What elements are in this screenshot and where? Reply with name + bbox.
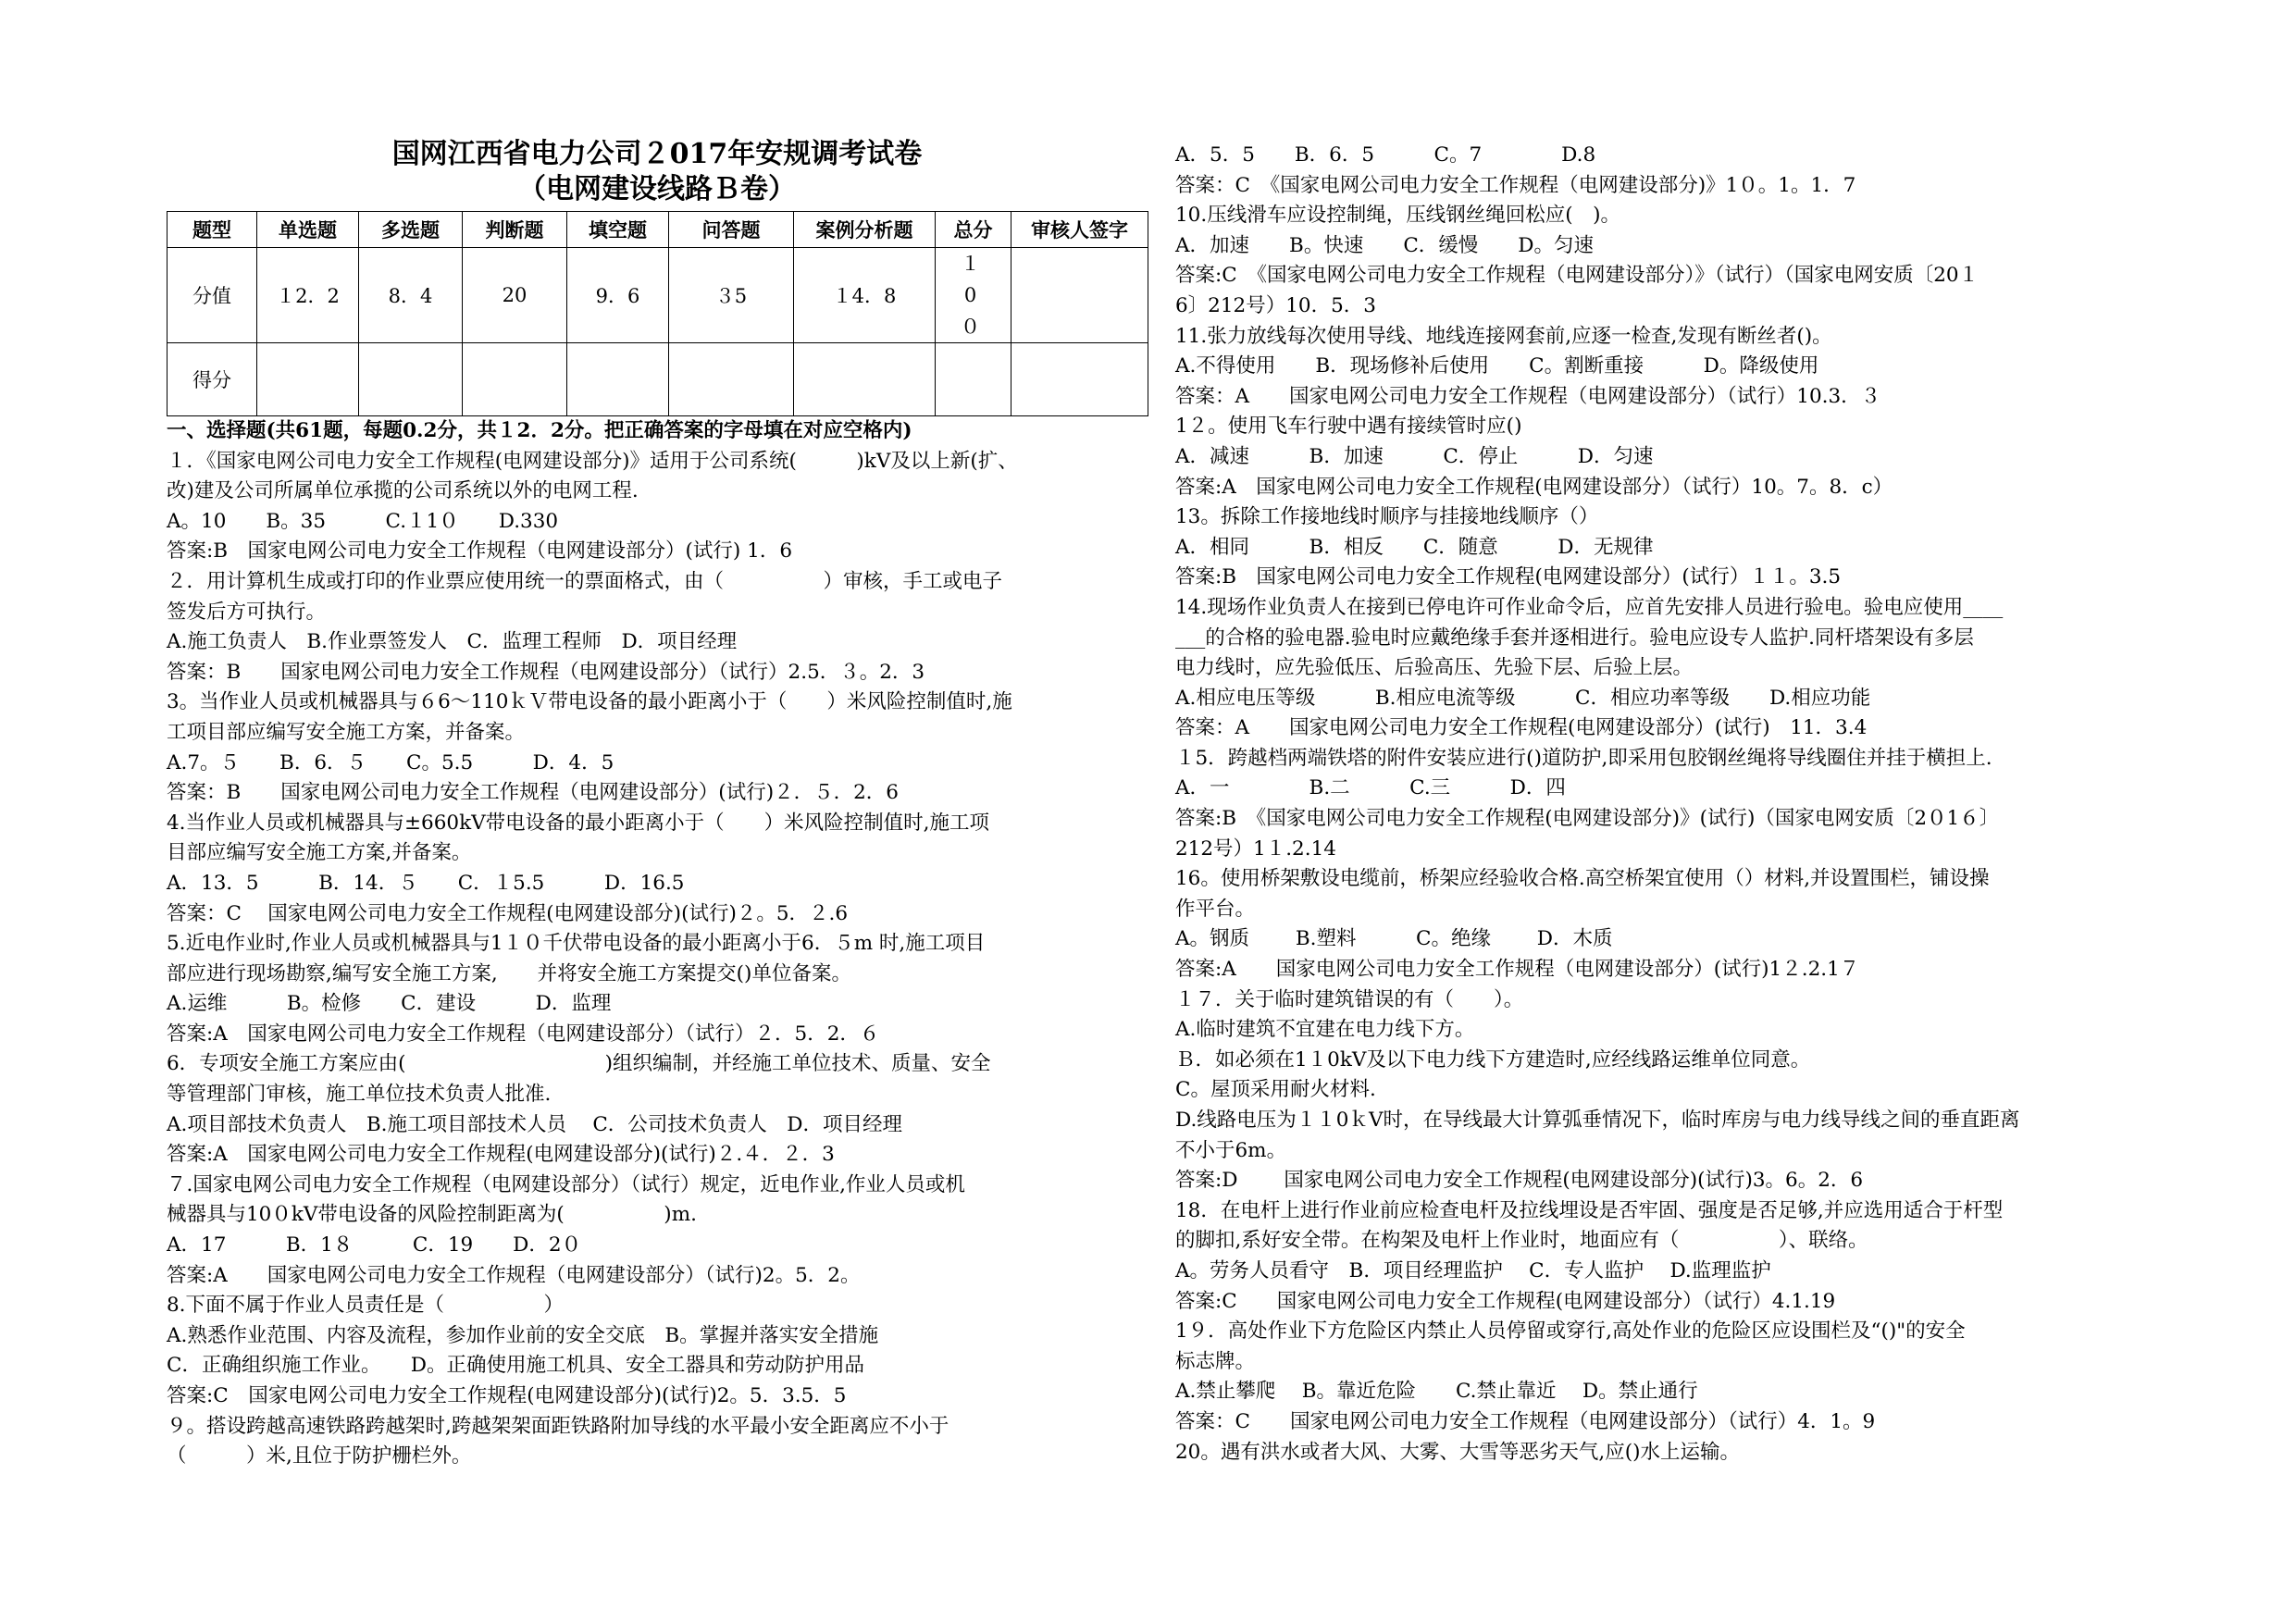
text-line: 8.下面不属于作业人员责任是（ ） — [167, 1294, 565, 1318]
header-cell: 填空题 — [567, 212, 669, 248]
text-line: 212号）1１.2.14 — [1175, 836, 1336, 861]
got-cell[interactable] — [463, 343, 567, 416]
text-line: 1２。使用飞车行驶中遇有接续管时应() — [1175, 415, 1522, 439]
text-line: A．17 B．1８ C．19 D．2０ — [167, 1233, 582, 1258]
left-column — [167, 137, 1148, 1472]
header-cell: 审核人签字 — [1011, 212, 1148, 248]
section-heading: 一、选择题(共61题，每题0.2分，共１2．2分。把正确答案的字母填在对应空格内) — [167, 419, 912, 442]
text-line: 14.现场作业负责人在接到已停电许可作业命令后，应首先安排人员进行验电。验电应使用____ — [1175, 595, 2004, 619]
text-line: 答案：B 国家电网公司电力安全工作规程（电网建设部分）（试行）2.5．３。2．3 — [167, 660, 925, 684]
text-line: 答案：A 国家电网公司电力安全工作规程(电网建设部分）(试行) 11．3.4 — [1175, 716, 1868, 740]
got-cell[interactable] — [936, 343, 1011, 416]
header-cell: 多选题 — [359, 212, 463, 248]
text-line: 4.当作业人员或机械器具与±660kV带电设备的最小距离小于（ ）米风险控制值时,施工项 — [167, 811, 989, 835]
text-line: 11.张力放线每次使用导线、地线连接网套前,应逐一检查,发现有断丝者()。 — [1175, 324, 1832, 348]
text-line: １5．跨越档两端铁塔的附件安装应进行()道防护,即采用包胶钢丝绳将导线圈住并挂于横担上. — [1175, 746, 1992, 770]
text-line: 答案:A 国家电网公司电力安全工作规程(电网建设部分）（试行）10。7。8．c） — [1175, 475, 1893, 499]
text-line: 答案：C 《国家电网公司电力安全工作规程（电网建设部分)》1０。1。1．7 — [1175, 173, 1856, 197]
page-title: 国网江西省电力公司２017年安规调考试卷 — [391, 138, 923, 170]
text-line: 答案：A 国家电网公司电力安全工作规程（电网建设部分）（试行）10.3．３ — [1175, 384, 1881, 408]
score-got-row — [168, 343, 1148, 416]
text-line: 答案：C 国家电网公司电力安全工作规程（电网建设部分）（试行）4．1。9 — [1175, 1409, 1876, 1433]
score-table-header-row — [168, 212, 1148, 248]
text-line: 不小于6m。 — [1175, 1138, 1287, 1162]
text-line: 目部应编写安全施工方案,并备案。 — [167, 841, 472, 865]
text-line: 答案:A 国家电网公司电力安全工作规程(电网建设部分)(试行)２.４．２．3 — [167, 1143, 835, 1167]
text-line: 10.压线滑车应设控制绳，压线钢丝绳回松应( )。 — [1175, 204, 1620, 228]
text-line: A．加速 B。快速 C．缓慢 D。匀速 — [1175, 233, 1595, 257]
text-line: A。钢质 B.塑料 C。绝缘 D．木质 — [1175, 927, 1613, 951]
text-line: 13。拆除工作接地线时顺序与挂接地线顺序（） — [1175, 505, 1599, 529]
text-line: 答案:C 《国家电网公司电力安全工作规程（电网建设部分）》（试行）（国家电网安质〔20１ — [1175, 264, 1980, 288]
text-line: 答案:B 国家电网公司电力安全工作规程（电网建设部分）(试行) 1．6 — [167, 539, 793, 564]
text-line: 6〕212号）10．5．3 — [1175, 293, 1376, 317]
text-line: 答案:D 国家电网公司电力安全工作规程(电网建设部分)(试行)3。6。2．6 — [1175, 1169, 1864, 1193]
text-line: １７．关于临时建筑错误的有（ ）。 — [1175, 987, 1524, 1011]
right-question-text — [1175, 141, 2142, 1468]
text-line: A。劳务人员看守 B．项目经理监护 C．专人监护 D.监理监护 — [1175, 1258, 1771, 1282]
text-line: A.运维 B。检修 C．建设 D．监理 — [167, 992, 612, 1016]
reviewer-signature-cell[interactable] — [1011, 248, 1148, 343]
text-line: （ ）米,且位于防护栅栏外。 — [167, 1444, 472, 1468]
got-cell[interactable] — [1011, 343, 1148, 416]
header-cell: 判断题 — [463, 212, 567, 248]
text-line: 6．专项安全施工方案应由( )组织编制，并经施工单位技术、质量、安全 — [167, 1052, 991, 1076]
text-line: 18．在电杆上进行作业前应检查电杆及拉线埋设是否牢固、强度是否足够,并应选用适合于杆型 — [1175, 1198, 2004, 1222]
text-line: 改)建及公司所属单位承揽的公司系统以外的电网工程. — [167, 479, 639, 503]
text-line: 答案:C 国家电网公司电力安全工作规程(电网建设部分)(试行)2。5．3.5．5 — [167, 1384, 847, 1407]
score-cell: １2．2 — [257, 248, 359, 343]
score-cell: １4．8 — [794, 248, 936, 343]
got-cell[interactable] — [669, 343, 794, 416]
text-line: 答案:C 国家电网公司电力安全工作规程(电网建设部分）（试行）4.1.19 — [1175, 1289, 1836, 1313]
text-line: 20。遇有洪水或者大风、大雾、大雪等恶劣天气,应()水上运输。 — [1175, 1440, 1740, 1464]
text-line: A。10 B。35 C.１1０ D.330 — [167, 509, 559, 533]
got-cell[interactable] — [567, 343, 669, 416]
left-question-text — [167, 416, 1148, 1472]
text-line: 工项目部应编写安全施工方案，并备案。 — [167, 720, 526, 744]
text-line: 5.近电作业时,作业人员或机械器具与1１０千伏带电设备的最小距离小于6．５m 时,施工项目 — [167, 932, 986, 956]
text-line: C。屋顶采用耐火材料. — [1175, 1078, 1376, 1102]
text-line: A.7。５ B．6．５ C。5.5 D．4．5 — [167, 750, 614, 774]
score-value-row — [168, 248, 1148, 343]
header-cell: 单选题 — [257, 212, 359, 248]
header-cell: 总分 — [936, 212, 1011, 248]
text-line: C．正确组织施工作业。 D。正确使用施工机具、安全工器具和劳动防护用品 — [167, 1354, 864, 1378]
right-column — [1175, 141, 2142, 1468]
text-line: 电力线时，应先验低压、后验高压、先验下层、后验上层。 — [1175, 656, 1694, 680]
text-line: A.熟悉作业范围、内容及流程，参加作业前的安全交底 B。掌握并落实安全措施 — [167, 1323, 879, 1347]
score-cell: 8．4 — [359, 248, 463, 343]
text-line: A．减速 B．加速 C．停止 D．匀速 — [1175, 444, 1654, 468]
total-score-cell — [936, 248, 1011, 343]
text-line: 答案：C 国家电网公司电力安全工作规程(电网建设部分)(试行)２。5．２.6 — [167, 901, 849, 925]
text-line: 签发后方可执行。 — [167, 600, 327, 624]
text-line: ２．用计算机生成或打印的作业票应使用统一的票面格式，由（ ）审核，手工或电子 — [167, 569, 1003, 593]
text-line: A．5．5 B．6．5 C。7 D.8 — [1175, 143, 1596, 167]
text-line: A．一 B.二 C.三 D．四 — [1175, 776, 1566, 800]
header-cell: 题型 — [168, 212, 257, 248]
text-line: A.项目部技术负责人 B.施工项目部技术人员 C．公司技术负责人 D．项目经理 — [167, 1112, 903, 1136]
text-line: ７.国家电网公司电力安全工作规程（电网建设部分）（试行）规定，近电作业,作业人员或机 — [167, 1172, 965, 1196]
total-score-value: １0０ — [961, 253, 986, 338]
text-line: A.相应电压等级 B.相应电流等级 C．相应功率等级 D.相应功能 — [1175, 686, 1871, 710]
text-line: ___的合格的验电器.验电时应戴绝缘手套并逐相进行。验电应设专人监护.同杆塔架设有多层 — [1175, 626, 1974, 650]
text-line: A.不得使用 B．现场修补后使用 C。割断重接 D。降级使用 — [1175, 354, 1819, 378]
got-cell[interactable] — [359, 343, 463, 416]
text-line: A．相同 B．相反 C．随意 D．无规律 — [1175, 535, 1654, 559]
text-line: 的脚扣,系好安全带。在构架及电杆上作业时，地面应有（ ）、联络。 — [1175, 1229, 1868, 1253]
score-cell: 20 — [463, 248, 567, 343]
got-cell[interactable] — [257, 343, 359, 416]
text-line: 答案:A 国家电网公司电力安全工作规程（电网建设部分）（试行）２．5．2．６ — [167, 1022, 880, 1046]
score-cell: 9．6 — [567, 248, 669, 343]
text-line: 标志牌。 — [1175, 1349, 1256, 1373]
text-line: ９。搭设跨越高速铁路跨越架时,跨越架架面距铁路附加导线的水平最小安全距离应不小于 — [167, 1414, 949, 1438]
text-line: 答案:A 国家电网公司电力安全工作规程（电网建设部分）（试行)2。5．2。 — [167, 1263, 861, 1287]
text-line: 3。当作业人员或机械器具与６6～110ｋＶ带电设备的最小距离小于（ ）米风险控制值时,施 — [167, 690, 1012, 714]
text-line: A.禁止攀爬 B。靠近危险 C.禁止靠近 D。禁止通行 — [1175, 1380, 1698, 1404]
got-cell[interactable] — [794, 343, 936, 416]
text-line: 等管理部门审核，施工单位技术负责人批准. — [167, 1083, 552, 1107]
row-label: 得分 — [168, 343, 257, 416]
text-line: 部应进行现场勘察,编写安全施工方案, 并将安全施工方案提交()单位备案。 — [167, 961, 851, 985]
text-line: 答案:A 国家电网公司电力安全工作规程（电网建设部分）(试行)1２.2.1７ — [1175, 958, 1860, 982]
text-line: Ｂ．如必须在1１0kV及以下电力线下方建造时,应经线路运维单位同意。 — [1175, 1047, 1811, 1072]
text-line: A.施工负责人 B.作业票签发人 C．监理工程师 D．项目经理 — [167, 630, 738, 654]
text-line: 作平台。 — [1175, 897, 1256, 921]
page-subtitle: （电网建设线路Ｂ卷） — [518, 173, 796, 205]
text-line: 械器具与10０kV带电设备的风险控制距离为( )m. — [167, 1203, 697, 1227]
text-line: 1９．高处作业下方危险区内禁止人员停留或穿行,高处作业的危险区应设围栏及“()"的安全 — [1175, 1319, 1966, 1344]
score-cell: ３5 — [669, 248, 794, 343]
text-line: A.临时建筑不宜建在电力线下方。 — [1175, 1018, 1475, 1042]
text-line: A．13．5 B．14．５ C．１5.5 D．16.5 — [167, 871, 685, 895]
text-line: １．《国家电网公司电力安全工作规程(电网建设部分)》适用于公司系统( )kV及以上新(扩、 — [167, 449, 1018, 473]
header-cell: 案例分析题 — [794, 212, 936, 248]
header-cell: 问答题 — [669, 212, 794, 248]
row-label: 分值 — [168, 248, 257, 343]
score-table — [167, 211, 1148, 416]
text-line: D.线路电压为１１0ｋV时，在导线最大计算弧垂情况下，临时库房与电力线导线之间的垂直距离 — [1175, 1109, 2020, 1132]
text-line: 16。使用桥架敷设电缆前，桥架应经验收合格.高空桥架宜使用（）材料,并设置围栏，铺设操 — [1175, 867, 1990, 891]
text-line: 答案:B 国家电网公司电力安全工作规程(电网建设部分）(试行）１１。3.5 — [1175, 565, 1842, 589]
text-line: 答案:B 《国家电网公司电力安全工作规程(电网建设部分)》(试行)（国家电网安质〔2０1６〕 — [1175, 807, 2000, 831]
text-line: 答案：B 国家电网公司电力安全工作规程（电网建设部分）(试行)２．５．2．6 — [167, 781, 899, 805]
